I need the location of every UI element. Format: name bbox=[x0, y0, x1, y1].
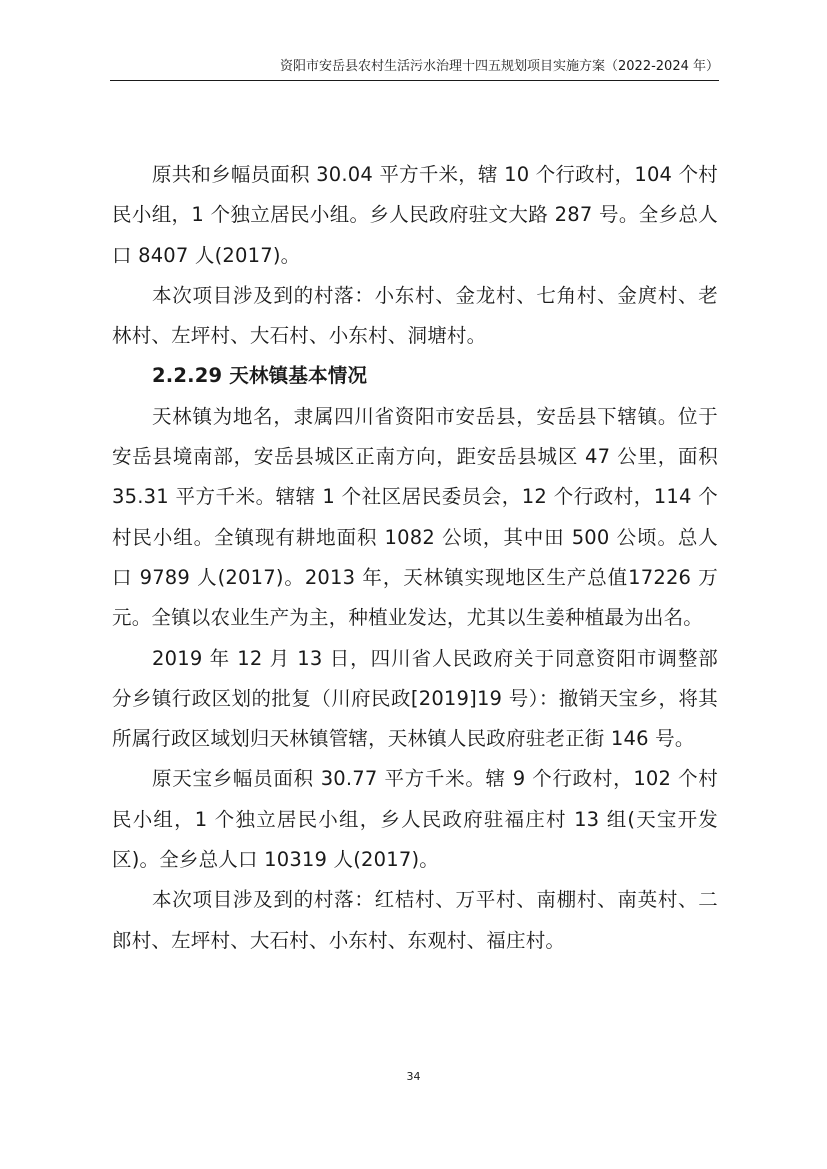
paragraph-gonghe-villages: 本次项目涉及到的村落：小东村、金龙村、七角村、金庹村、老林村、左坪村、大石村、小东村、洞塘村。 bbox=[112, 283, 718, 348]
paragraph-tianbao-area: 原天宝乡幅员面积 30.77 平方千米。辖 9 个行政村，102 个村民小组，1 个独立居民小组，乡人民政府驻福庄村 13 组(天宝开发区)。全乡总人口 10319 人(2017)。 bbox=[112, 767, 718, 872]
paragraph-tianlin-restructure: 2019 年 12 月 13 日，四川省人民政府关于同意资阳市调整部分乡镇行政区划的批复（川府民政[2019]19 号）：撤销天宝乡，将其所属行政区域划归天林镇管辖，天林镇人民政府驻老正街 146 号。 bbox=[112, 646, 718, 751]
section-heading: 2.2.29 天林镇基本情况 bbox=[152, 364, 368, 388]
paragraph-tianlin-villages: 本次项目涉及到的村落：红桔村、万平村、南棚村、南英村、二郎村、左坪村、大石村、小东村、东观村、福庄村。 bbox=[112, 888, 718, 952]
document-body bbox=[112, 155, 718, 961]
running-header: 资阳市安岳县农村生活污水治理十四五规划项目实施方案（2022-2024 年） bbox=[280, 59, 719, 74]
paragraph-tianlin-overview: 天林镇为地名，隶属四川省资阳市安岳县，安岳县下辖镇。位于安岳县境南部，安岳县城区正南方向，距安岳县城区 47 公里，面积 35.31 平方千米。辖辖 1 个社区居民委员会，12 个行政村，114 个村民小组。全镇现有耕地面积 1082 公顷，其中田 500 公顷。总人口 9789 人(2017)。2013 年，天林镇实现地区生产总值17226 万元。全镇以农业生产为主，种植业发达，尤其以生姜种植最为出名。 bbox=[112, 404, 718, 630]
paragraph-gonghe-area: 原共和乡幅员面积 30.04 平方千米，辖 10 个行政村，104 个村民小组，1 个独立居民小组。乡人民政府驻文大路 287 号。全乡总人口 8407 人(2017)。 bbox=[112, 163, 718, 267]
page-number: 34 bbox=[406, 1070, 421, 1083]
header-rule bbox=[110, 80, 719, 81]
